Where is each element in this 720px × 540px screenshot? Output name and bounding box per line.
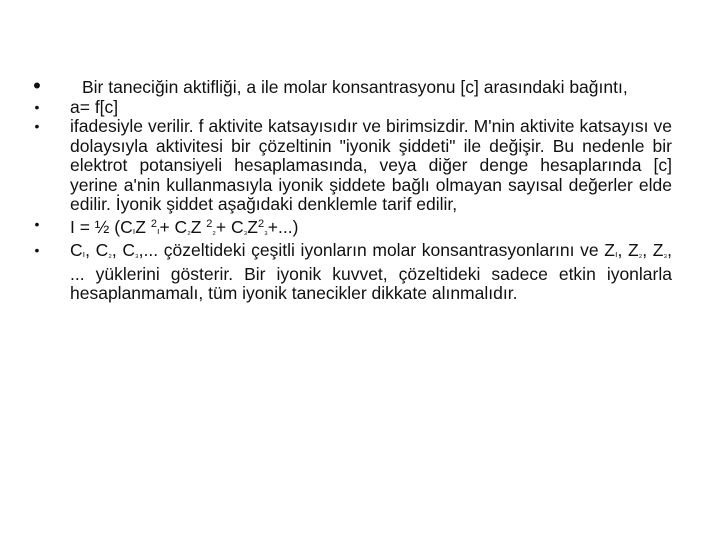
bullet-item-activity-definition	[30, 73, 672, 98]
equation-part: Z	[190, 216, 207, 237]
subscript: ₂	[108, 249, 112, 259]
bullet-dot-icon: •	[34, 118, 40, 134]
bullet-dot-icon: •	[33, 73, 41, 98]
bullet-item-formula	[30, 98, 672, 118]
subscript: ı	[82, 249, 86, 259]
text-part: , C	[111, 240, 135, 260]
equation-part: I = ½ (C	[70, 216, 133, 237]
subscript: ı	[132, 225, 136, 236]
text-part: , Z	[642, 240, 664, 260]
bullet-item-explanation	[30, 117, 672, 215]
equation	[70, 217, 298, 237]
bullet-item-variable-explanation	[30, 241, 672, 304]
bullet-dot-icon: •	[34, 242, 40, 258]
bullet-dot-icon: •	[34, 98, 40, 115]
subscript: ₂	[638, 249, 643, 259]
text-part: , Z	[617, 240, 639, 260]
subscript: ı	[615, 249, 618, 259]
bullet-item-ionic-strength-equation	[30, 215, 672, 242]
equation-part: +...)	[267, 216, 299, 237]
bullet-text: a= f[c]	[70, 96, 119, 117]
equation-part: Z	[247, 216, 258, 237]
bullet-list	[30, 73, 672, 304]
subscript: ₃	[135, 249, 139, 259]
subscript: ₃	[264, 225, 268, 236]
equation-part: + C	[215, 216, 244, 237]
equation-part: + C	[159, 216, 188, 237]
superscript: 2	[257, 217, 265, 230]
text-part: , ... yüklerini gösterir. Bir iyonik kuvvet, çözeltideki sadece etkin iyonlarla hesaplanmamalı, tüm iyonik tanecikler dikkate alınmalıdır.	[70, 240, 672, 303]
text-part: C	[70, 240, 83, 260]
text-part: ,... çözeltideki çeşitli iyonların molar konsantrasyonlarını ve Z	[138, 240, 615, 260]
subscript: ı	[156, 225, 160, 236]
equation-part: Z	[135, 216, 151, 237]
text-part: , C	[85, 240, 109, 260]
superscript: 2	[206, 217, 213, 230]
subscript: ₃	[243, 225, 248, 236]
subscript: ₃	[663, 249, 668, 259]
bullet-text: ifadesiyle verilir. f aktivite katsayısıdır ve birimsizdir. M'nin aktivite katsayısı ve dolaysıyla aktivitesi bir çözeltinin "iyonik şiddeti" ile değişir. Bu nedenle bir elektrot potansiyeli hesaplamasında, veya diğer denge hesaplarında [c] yerine a'nin kullanmasıyla iyonik şiddete bağlı olmayan sayısal değerler elde edilir. İyonik şiddet aşağıdaki denklemle tarif edilir,	[70, 116, 672, 214]
superscript: 2	[150, 217, 157, 230]
bullet-text	[70, 240, 672, 303]
bullet-text: Bir taneciğin aktifliği, a ile molar konsantrasyonu [c] arasındaki bağıntı,	[82, 77, 628, 97]
subscript: ₂	[212, 225, 216, 236]
bullet-dot-icon: •	[34, 215, 40, 232]
subscript: ₂	[187, 225, 191, 236]
